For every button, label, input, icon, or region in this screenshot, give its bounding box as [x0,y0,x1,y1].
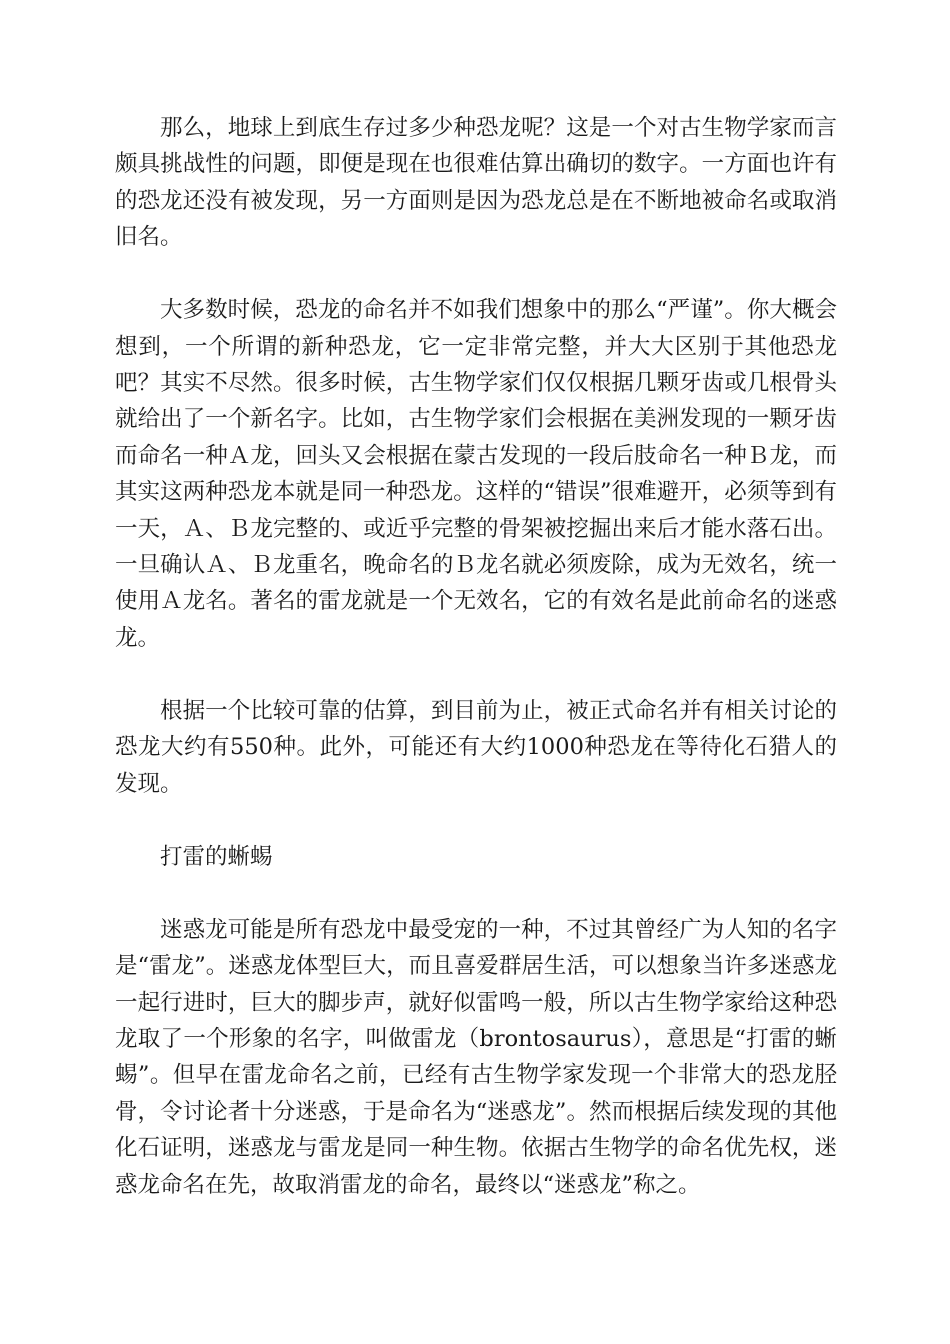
paragraph-dinosaur-count-question: 那么，地球上到底生存过多少种恐龙呢？这是一个对古生物学家而言颇具挑战性的问题，即便是现在也很难估算出确切的数字。一方面也许有的恐龙还没有被发现，另一方面则是因为恐龙总是在不断地被命名或取消旧名。 [115,115,837,251]
document-page [115,110,837,1240]
paragraph-naming-rigor: 大多数时候，恐龙的命名并不如我们想象中的那么“严谨”。你大概会想到，一个所谓的新种恐龙，它一定非常完整，并大大区别于其他恐龙吧？其实不尽然。很多时候，古生物学家们仅仅根据几颗牙齿或几根骨头就给出了一个新名字。比如，古生物学家们会根据在美洲发现的一颗牙齿而命名一种Ａ龙，回头又会根据在蒙古发现的一段后肢命名一种Ｂ龙，而其实这两种恐龙本就是同一种恐龙。这样的“错误”很难避开，必须等到有一天，Ａ、Ｂ龙完整的、或近乎完整的骨架被挖掘出来后才能水落石出。一旦确认Ａ、Ｂ龙重名，晚命名的Ｂ龙名就必须废除，成为无效名，统一使用Ａ龙名。著名的雷龙就是一个无效名，它的有效名是此前命名的迷惑龙。 [115,297,837,651]
section-heading-thunder-lizard: 打雷的蜥蜴 [160,843,273,870]
paragraph-species-estimate: 根据一个比较可靠的估算，到目前为止，被正式命名并有相关讨论的恐龙大约有550种。此外，可能还有大约1000种恐龙在等待化石猎人的发现。 [115,697,837,797]
paragraph-apatosaurus-brontosaurus: 迷惑龙可能是所有恐龙中最受宠的一种，不过其曾经广为人知的名字是“雷龙”。迷惑龙体型巨大，而且喜爱群居生活，可以想象当许多迷惑龙一起行进时，巨大的脚步声，就好似雷鸣一般，所以古生物学家给这种恐龙取了一个形象的名字，叫做雷龙（brontosaurus），意思是“打雷的蜥蜴”。但早在雷龙命名之前，已经有古生物学家发现一个非常大的恐龙胫骨，令讨论者十分迷惑，于是命名为“迷惑龙”。然而根据后续发现的其他化石证明，迷惑龙与雷龙是同一种生物。依据古生物学的命名优先权，迷惑龙命名在先，故取消雷龙的命名，最终以“迷惑龙”称之。 [115,916,837,1198]
